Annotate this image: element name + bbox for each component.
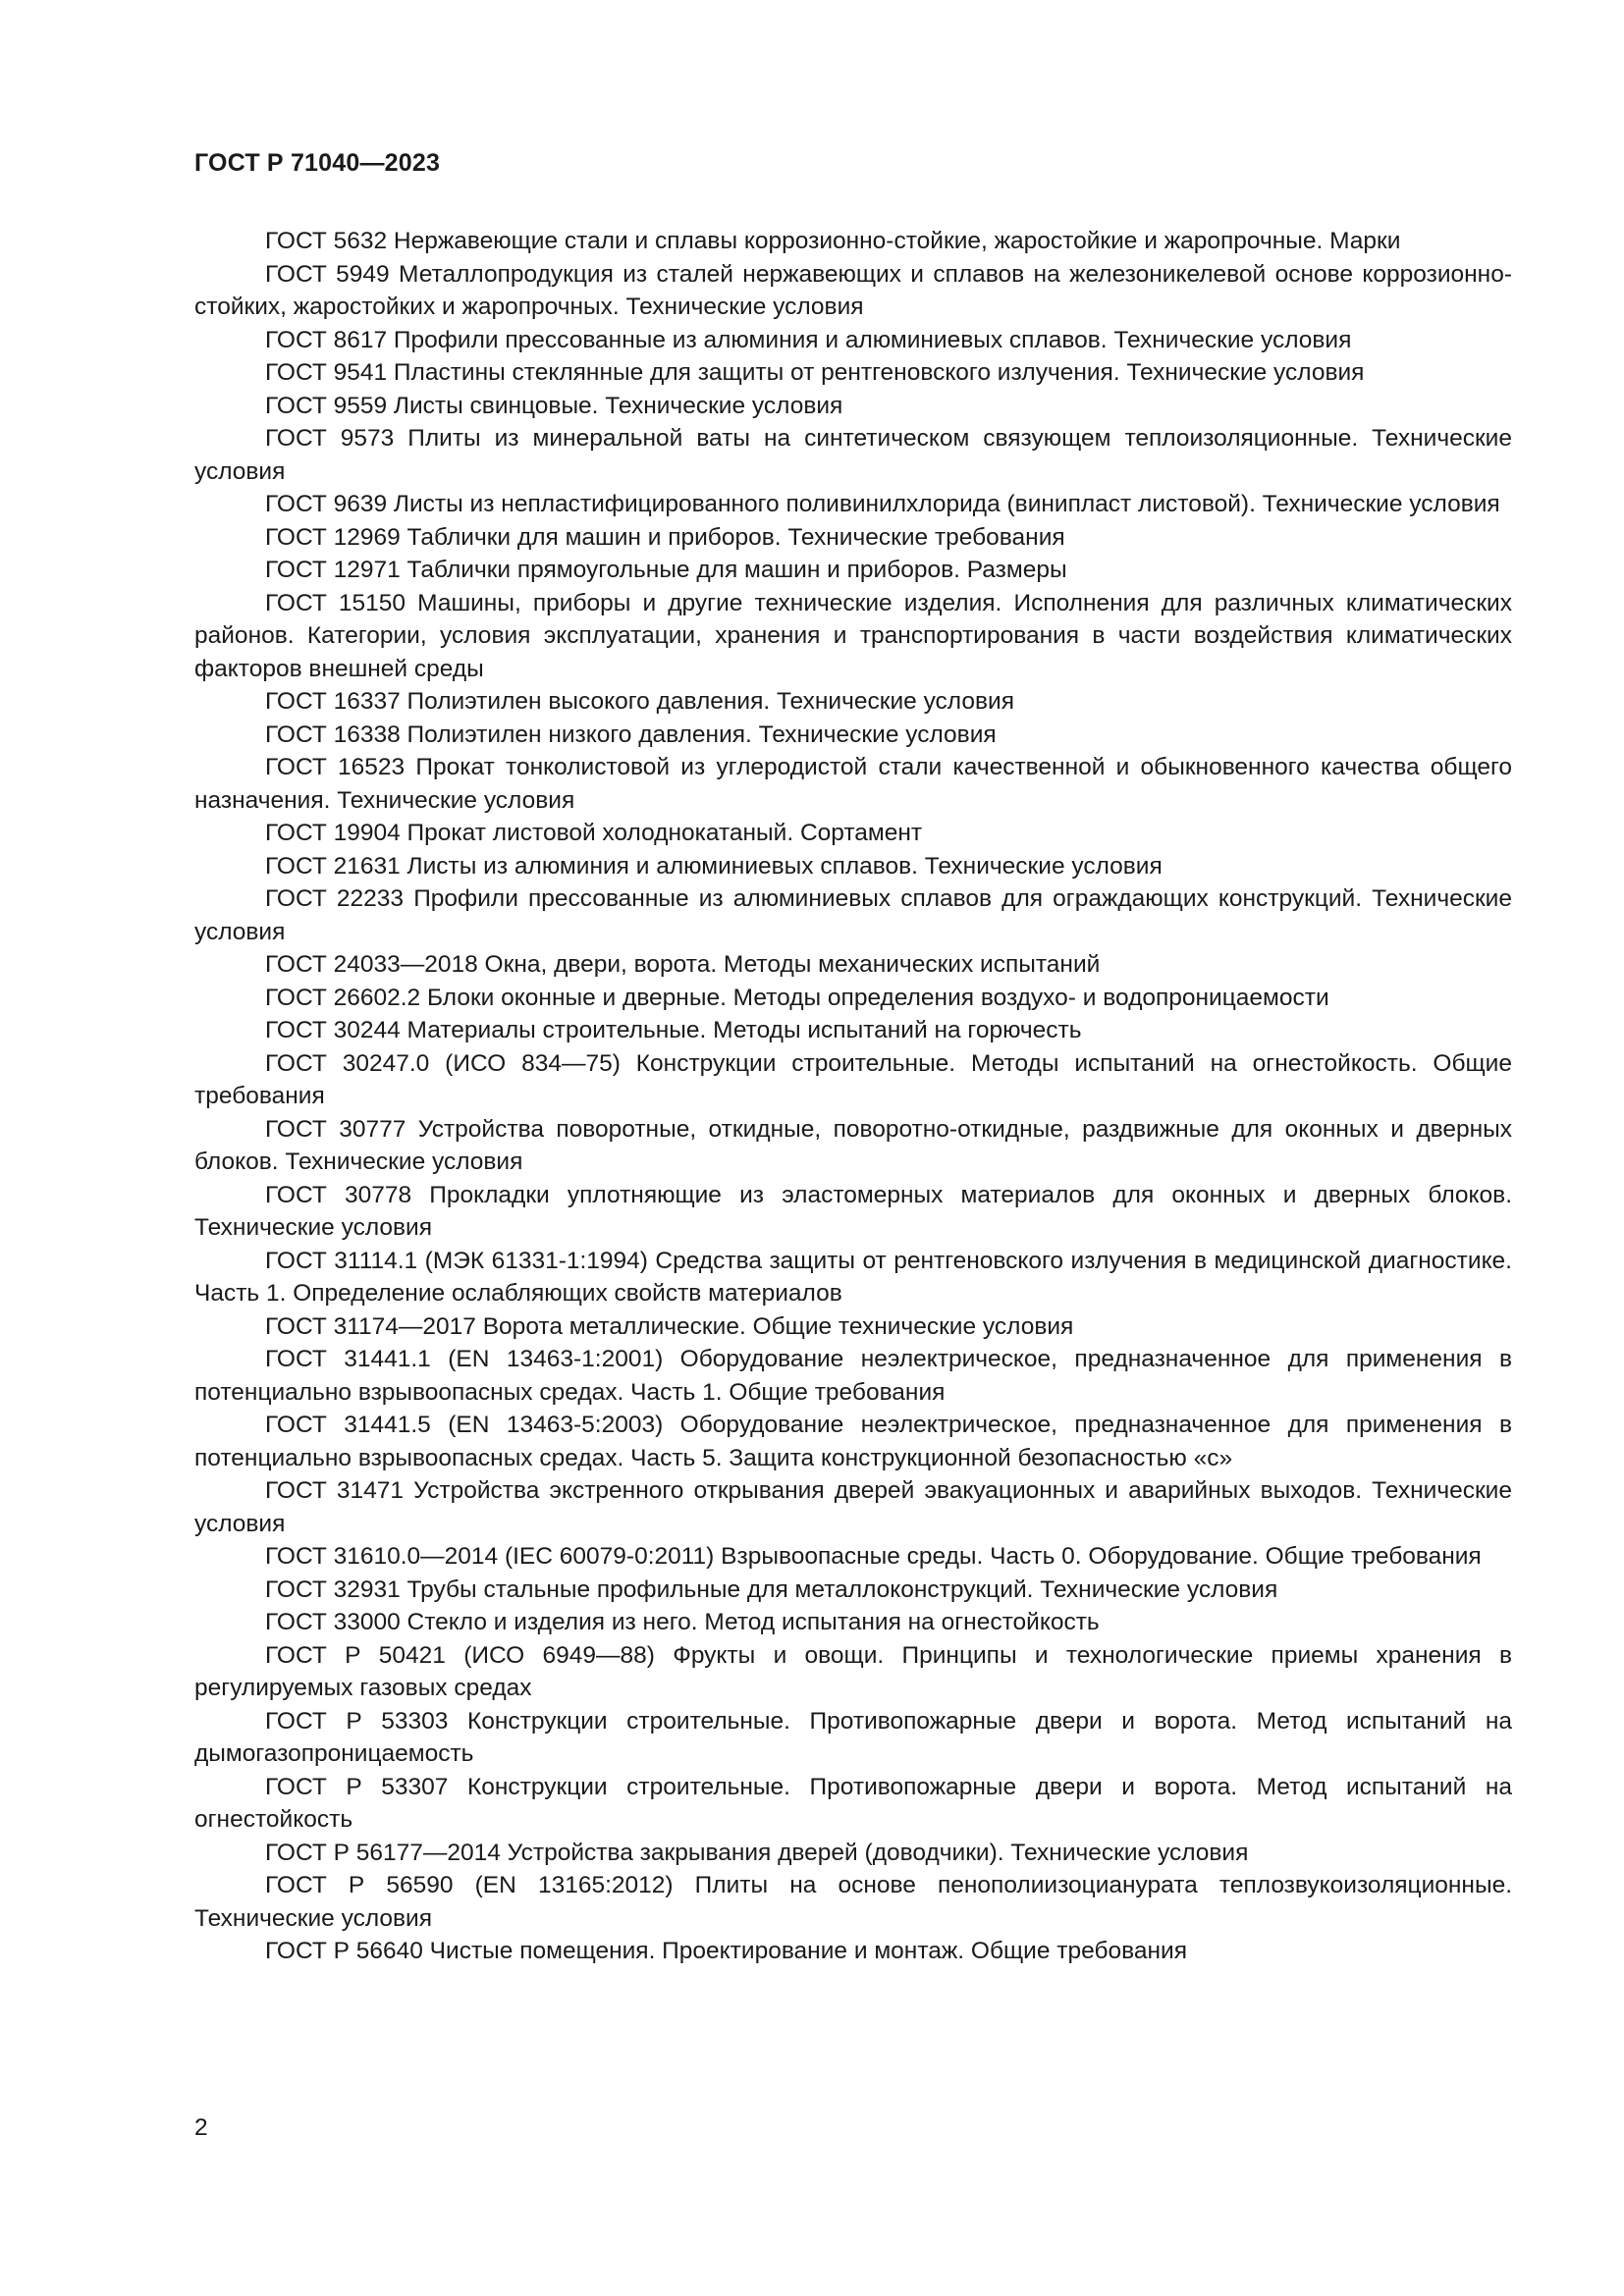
page-number: 2: [194, 2114, 208, 2141]
reference-item: ГОСТ 30247.0 (ИСО 834—75) Конструкции строительные. Методы испытаний на огнестойкость. Общие требования: [194, 1049, 1512, 1109]
reference-item: ГОСТ 9573 Плиты из минеральной ваты на синтетическом связующем теплоизоляционные. Технические условия: [194, 425, 1512, 485]
reference-item: ГОСТ 16337 Полиэтилен высокого давления. Технические условия: [265, 688, 1014, 715]
reference-item: ГОСТ 9639 Листы из непластифицированного поливинилхлорида (винипласт листовой). Технические условия: [265, 491, 1500, 517]
reference-item: ГОСТ 12971 Таблички прямоугольные для машин и приборов. Размеры: [265, 557, 1067, 583]
reference-item: ГОСТ 24033—2018 Окна, двери, ворота. Методы механических испытаний: [265, 951, 1101, 978]
normative-references-list: [194, 225, 1512, 1968]
reference-item: ГОСТ 9541 Пластины стеклянные для защиты от рентгеновского излучения. Технические условия: [265, 359, 1365, 386]
reference-item: ГОСТ 31174—2017 Ворота металлические. Общие технические условия: [265, 1312, 1074, 1340]
reference-item: ГОСТ 16338 Полиэтилен низкого давления. Технические условия: [265, 721, 997, 748]
reference-item: ГОСТ 16523 Прокат тонколистовой из углеродистой стали качественной и обыкновенного качества общего назначения. Технические условия: [194, 754, 1512, 814]
reference-item: ГОСТ 33000 Стекло и изделия из него. Метод испытания на огнестойкость: [265, 1609, 1100, 1635]
reference-item: ГОСТ Р 53307 Конструкции строительные. Противопожарные двери и ворота. Метод испытаний на огнестойкость: [194, 1773, 1512, 1833]
reference-item: ГОСТ 31441.5 (EN 13463-5:2003) Оборудование неэлектрическое, предназначенное для применения в потенциально взрывоопасных средах. Часть 5. Защита конструкционной безопасностью «с»: [194, 1412, 1512, 1471]
reference-item: ГОСТ 31441.1 (EN 13463-1:2001) Оборудование неэлектрическое, предназначенное для применения в потенциально взрывоопасных средах. Часть 1. Общие требования: [194, 1346, 1512, 1406]
document-header: ГОСТ Р 71040—2023: [194, 149, 441, 177]
reference-item: ГОСТ Р 50421 (ИСО 6949—88) Фрукты и овощи. Принципы и технологические приемы хранения в регулируемых газовых средах: [194, 1641, 1512, 1701]
reference-item: ГОСТ 15150 Машины, приборы и другие технические изделия. Исполнения для различных климатических районов. Категории, условия эксплуатации, хранения и транспортирования в части воздействия климатических факторов внешней среды: [194, 589, 1512, 682]
reference-item: ГОСТ 8617 Профили прессованные из алюминия и алюминиевых сплавов. Технические условия: [265, 326, 1352, 353]
reference-item: ГОСТ 5632 Нержавеющие стали и сплавы коррозионно-стойкие, жаростойкие и жаропрочные. Марки: [265, 228, 1401, 254]
reference-item: ГОСТ 30777 Устройства поворотные, откидные, поворотно-откидные, раздвижные для оконных и дверных блоков. Технические условия: [194, 1115, 1512, 1175]
reference-item: ГОСТ 21631 Листы из алюминия и алюминиевых сплавов. Технические условия: [265, 852, 1163, 880]
reference-item: ГОСТ 30244 Материалы строительные. Методы испытаний на горючесть: [265, 1017, 1082, 1043]
reference-item: ГОСТ Р 56177—2014 Устройства закрывания дверей (доводчики). Технические условия: [265, 1839, 1249, 1866]
reference-item: ГОСТ Р 56590 (EN 13165:2012) Плиты на основе пенополиизоцианурата теплозвукоизоляционные. Технические условия: [194, 1872, 1512, 1932]
reference-item: ГОСТ 31471 Устройства экстренного открывания дверей эвакуационных и аварийных выходов. Технические условия: [194, 1477, 1512, 1537]
reference-item: ГОСТ Р 53303 Конструкции строительные. Противопожарные двери и ворота. Метод испытаний на дымогазопроницаемость: [194, 1707, 1512, 1767]
reference-item: ГОСТ 19904 Прокат листовой холоднокатаный. Сортамент: [265, 820, 923, 846]
reference-item: ГОСТ 31610.0—2014 (IEC 60079-0:2011) Взрывоопасные среды. Часть 0. Оборудование. Общие требования: [265, 1543, 1482, 1570]
reference-item: ГОСТ 32931 Трубы стальные профильные для металлоконструкций. Технические условия: [265, 1575, 1278, 1603]
reference-item: ГОСТ 5949 Металлопродукция из сталей нержавеющих и сплавов на железоникелевой основе коррозионно-стойких, жаростойких и жаропрочных. Технические условия: [194, 260, 1512, 320]
reference-item: ГОСТ Р 56640 Чистые помещения. Проектирование и монтаж. Общие требования: [265, 1938, 1187, 1964]
reference-item: ГОСТ 30778 Прокладки уплотняющие из эластомерных материалов для оконных и дверных блоков. Технические условия: [194, 1181, 1512, 1241]
reference-item: ГОСТ 22233 Профили прессованные из алюминиевых сплавов для ограждающих конструкций. Технические условия: [194, 885, 1512, 945]
reference-item: ГОСТ 12969 Таблички для машин и приборов. Технические требования: [265, 523, 1065, 551]
reference-item: ГОСТ 31114.1 (МЭК 61331-1:1994) Средства защиты от рентгеновского излучения в медицинской диагностике. Часть 1. Определение ослабляющих свойств материалов: [194, 1247, 1512, 1307]
reference-item: ГОСТ 9559 Листы свинцовые. Технические условия: [265, 392, 843, 419]
reference-item: ГОСТ 26602.2 Блоки оконные и дверные. Методы определения воздухо- и водопроницаемости: [265, 984, 1329, 1011]
